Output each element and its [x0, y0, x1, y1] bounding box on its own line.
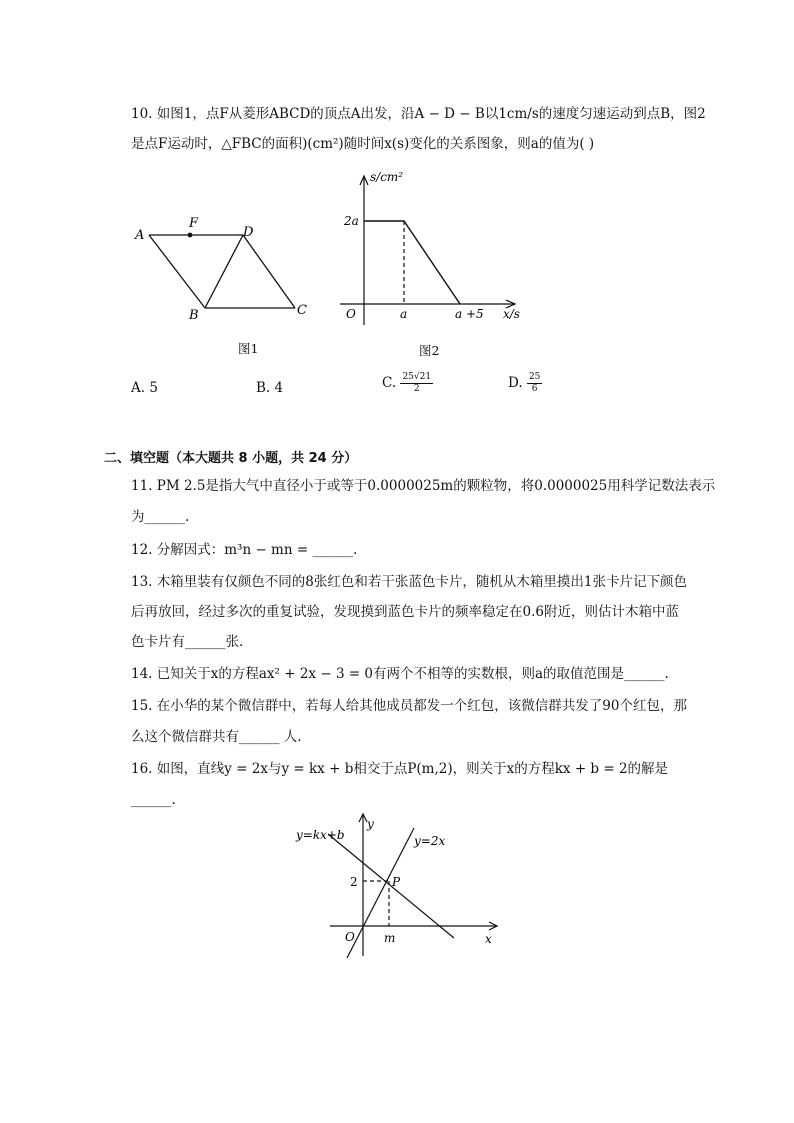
option-a-label: A.	[131, 380, 146, 396]
option-d-label: D.	[508, 375, 523, 391]
q10-line1: 10. 如图1，点F从菱形ABCD的顶点A出发，沿A − D − B以1cm/s的速度匀速运动到点B，图2	[131, 106, 706, 122]
point-f	[188, 233, 193, 238]
option-c-denominator: 2	[413, 384, 420, 394]
q11-line2: 为______.	[131, 509, 190, 525]
graph-line	[364, 221, 460, 304]
option-c-label: C.	[382, 375, 397, 391]
q13-line1: 13. 木箱里装有仅颜色不同的8张红色和若干张蓝色卡片，随机从木箱里摸出1张卡片记下颜色	[131, 574, 687, 590]
label-y-2x: y=2x	[414, 834, 446, 848]
option-d-fraction	[527, 372, 542, 395]
q10-figure2	[335, 165, 535, 325]
label-d: D	[243, 225, 254, 240]
option-c-fraction	[400, 372, 433, 395]
y-axis-label: s/cm²	[370, 170, 404, 184]
option-d	[508, 372, 542, 395]
diagonal-bd	[205, 235, 243, 308]
q16-line2: ______.	[131, 792, 176, 808]
option-d-numerator: 25	[528, 372, 541, 382]
line-y-kx-b	[328, 834, 454, 938]
label-y-kx-b: y=kx+b	[296, 828, 345, 842]
label-b: B	[189, 308, 199, 323]
x-axis-label: x	[485, 932, 492, 946]
origin-label: O	[346, 307, 356, 321]
section-2-title: 二、填空题（本大题共 8 小题，共 24 分）	[104, 451, 358, 466]
x-tick-a: a	[400, 307, 408, 321]
x-axis-label: x/s	[503, 307, 520, 321]
q16-line1: 16. 如图，直线y = 2x与y = kx + b相交于点P(m,2)，则关于x的方程kx + b = 2的解是	[131, 761, 669, 777]
y-axis-label: y	[367, 817, 374, 831]
q12-line1: 12. 分解因式：m³n − mn = ______.	[131, 542, 358, 558]
line-y-2x	[347, 828, 414, 958]
option-d-denominator: 6	[531, 384, 538, 394]
label-c: C	[297, 303, 307, 318]
y-tick-2: 2	[350, 875, 358, 889]
option-b-label: B.	[256, 380, 271, 396]
q10-figure1	[125, 205, 325, 330]
q13-line3: 色卡片有______张.	[131, 634, 244, 650]
q16-figure	[290, 808, 505, 960]
option-b-value: 4	[274, 380, 284, 396]
option-c-numerator: 25√21	[402, 372, 432, 382]
origin-label: O	[345, 930, 355, 944]
q11-line1: 11. PM 2.5是指大气中直径小于或等于0.0000025m的颗粒物，将0.0000025用科学记数法表示	[131, 478, 716, 494]
option-a-value: 5	[149, 380, 158, 396]
y-tick-2a: 2a	[344, 214, 359, 228]
side-dc	[243, 235, 295, 308]
point-p-label: P	[392, 875, 401, 889]
q10-line2: 是点F运动时，△FBC的面积)(cm²)随时间x(s)变化的关系图象，则a的值为( )	[131, 136, 595, 152]
q15-line1: 15. 在小华的某个微信群中，若每人给其他成员都发一个红包，该微信群共发了90个红包，那	[131, 698, 687, 714]
option-b	[256, 380, 283, 396]
fig2-caption: 图2	[419, 343, 440, 358]
label-a: A	[135, 228, 145, 243]
q15-line2: 么这个微信群共有______ 人.	[131, 729, 302, 745]
label-f: F	[189, 216, 199, 231]
x-tick-m: m	[384, 931, 396, 945]
fig1-caption: 图1	[238, 341, 259, 356]
q13-line2: 后再放回，经过多次的重复试验，发现摸到蓝色卡片的频率稳定在0.6附近，则估计木箱中蓝	[131, 604, 679, 620]
side-ab	[149, 235, 205, 308]
x-tick-a5: a +5	[455, 307, 484, 321]
option-c	[382, 372, 433, 395]
option-a	[131, 380, 158, 396]
q14-line1: 14. 已知关于x的方程ax² + 2x − 3 = 0有两个不相等的实数根，则a的取值范围是______.	[131, 666, 669, 682]
